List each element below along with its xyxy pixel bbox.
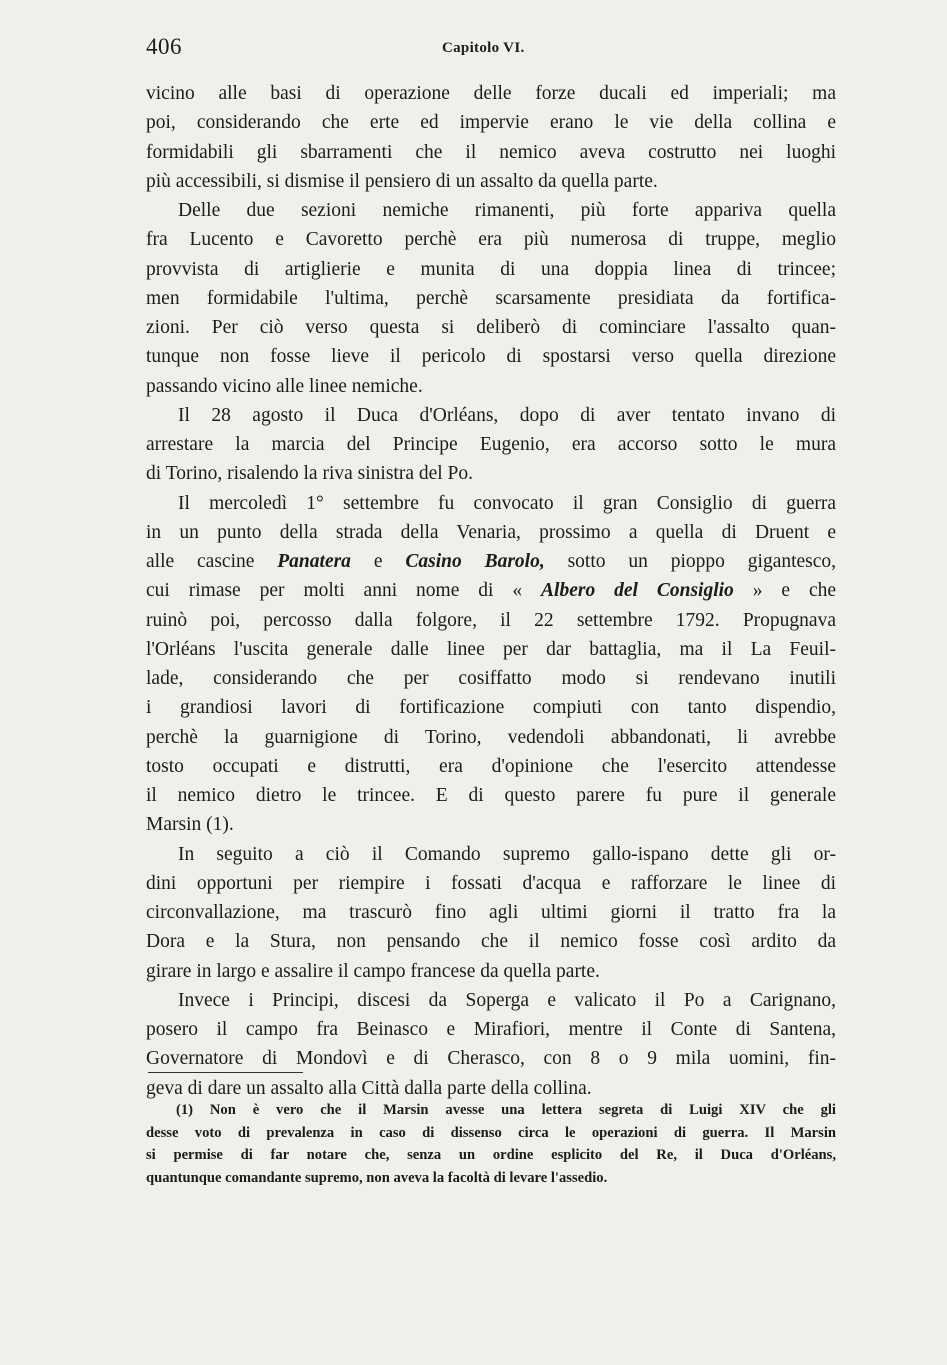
- footnote-divider: [148, 1072, 303, 1073]
- page-header: [146, 34, 836, 68]
- footnote-line: quantunque comandante supremo, non aveva la facoltà di levare l'assedio.: [146, 1169, 608, 1186]
- italic-place-name: Panatera: [277, 551, 351, 572]
- text-line: Dora e la Stura, non pensando che il nemico fosse così ardito da: [146, 931, 836, 953]
- text-line: Il mercoledì 1° settembre fu convocato il gran Consiglio di guerra: [178, 492, 836, 514]
- text-line: posero il campo fra Beinasco e Mirafiori, mentre il Conte di Santena,: [146, 1019, 836, 1040]
- text-line: provvista di artiglierie e munita di una doppia linea di trincee;: [146, 258, 836, 280]
- text-line: arrestare la marcia del Principe Eugenio, era accorso sotto le mura: [146, 434, 836, 455]
- text-run: » e che: [752, 580, 837, 602]
- italic-tree-name: Albero del Consiglio: [541, 580, 734, 602]
- text-line: passando vicino alle linee nemiche.: [146, 375, 423, 397]
- body-text: [146, 79, 836, 1103]
- text-line: i grandiosi lavori di fortificazione compiuti con tanto dispendio,: [146, 697, 836, 719]
- text-line: Governatore di Mondovì e di Cherasco, con 8 o 9 mila uomini, fin-: [146, 1048, 836, 1070]
- text-line: tunque non fosse lieve il pericolo di spostarsi verso quella direzione: [146, 346, 836, 368]
- footnote-line: (1) Non è vero che il Marsin avesse una lettera segreta di Luigi XIV che gli: [176, 1102, 836, 1118]
- text-line: circonvallazione, ma trascurò fino agli ultimi giorni il tratto fra la: [146, 902, 836, 923]
- text-line: zioni. Per ciò verso questa si deliberò di cominciare l'assalto quan-: [146, 317, 836, 338]
- text-run: sotto un pioppo gigantesco,: [567, 551, 837, 572]
- footnote-line: desse voto di prevalenza in caso di dissenso circa le operazioni di guerra. Il Marsin: [146, 1124, 836, 1141]
- footnote: [146, 1099, 836, 1189]
- text-line: in un punto della strada della Venaria, prossimo a quella di Druent e: [146, 521, 836, 543]
- text-line: lade, considerando che per cosiffatto modo si rendevano inutili: [146, 668, 836, 689]
- text-line: il nemico dietro le trincee. E di questo parere fu pure il generale: [146, 785, 836, 806]
- text-line: Invece i Principi, discesi da Soperga e valicato il Po a Carignano,: [178, 989, 836, 1011]
- footnote-line: si permise di far notare che, senza un ordine esplicito del Re, il Duca d'Orléans,: [146, 1147, 836, 1164]
- chapter-title: Capitolo VI.: [442, 40, 525, 56]
- text-line: l'Orléans l'uscita generale dalle linee per dar battaglia, ma il La Feuil-: [146, 638, 836, 660]
- text-line: Marsin (1).: [146, 814, 234, 836]
- text-line: Delle due sezioni nemiche rimanenti, più forte appariva quella: [178, 200, 836, 221]
- page-number: 406: [146, 34, 182, 59]
- text-line: men formidabile l'ultima, perchè scarsamente presidiata da fortifica-: [146, 287, 836, 309]
- text-line: girare in largo e assalire il campo francese da quella parte.: [146, 960, 600, 982]
- text-line: più accessibili, si dismise il pensiero di un assalto da quella parte.: [146, 170, 658, 192]
- text-line: vicino alle basi di operazione delle forze ducali ed imperiali; ma: [146, 83, 836, 104]
- text-run: e: [373, 551, 383, 572]
- text-line: [146, 576, 836, 605]
- text-line: [146, 547, 836, 576]
- text-line: formidabili gli sbarramenti che il nemico aveva costrutto nei luoghi: [146, 141, 836, 163]
- text-line: tosto occupati e distrutti, era d'opinione che l'esercito attendesse: [146, 755, 836, 777]
- text-run: alle cascine: [146, 551, 255, 572]
- text-line: di Torino, risalendo la riva sinistra del Po.: [146, 463, 474, 485]
- text-line: ruinò poi, percosso dalla folgore, il 22 settembre 1792. Propugnava: [146, 609, 836, 631]
- text-run: cui rimase per molti anni nome di «: [146, 580, 523, 602]
- text-line: In seguito a ciò il Comando supremo gallo-ispano dette gli or-: [178, 843, 836, 865]
- text-line: fra Lucento e Cavoretto perchè era più numerosa di truppe, meglio: [146, 229, 836, 251]
- text-line: Il 28 agosto il Duca d'Orléans, dopo di aver tentato invano di: [178, 404, 836, 426]
- text-line: perchè la guarnigione di Torino, vedendoli abbandonati, li avrebbe: [146, 726, 836, 748]
- italic-place-name: Casino Barolo,: [405, 551, 545, 572]
- text-line: dini opportuni per riempire i fossati d'acqua e rafforzare le linee di: [146, 872, 836, 894]
- text-line: geva di dare un assalto alla Città dalla parte della collina.: [146, 1077, 592, 1099]
- text-line: poi, considerando che erte ed impervie erano le vie della collina e: [146, 112, 836, 134]
